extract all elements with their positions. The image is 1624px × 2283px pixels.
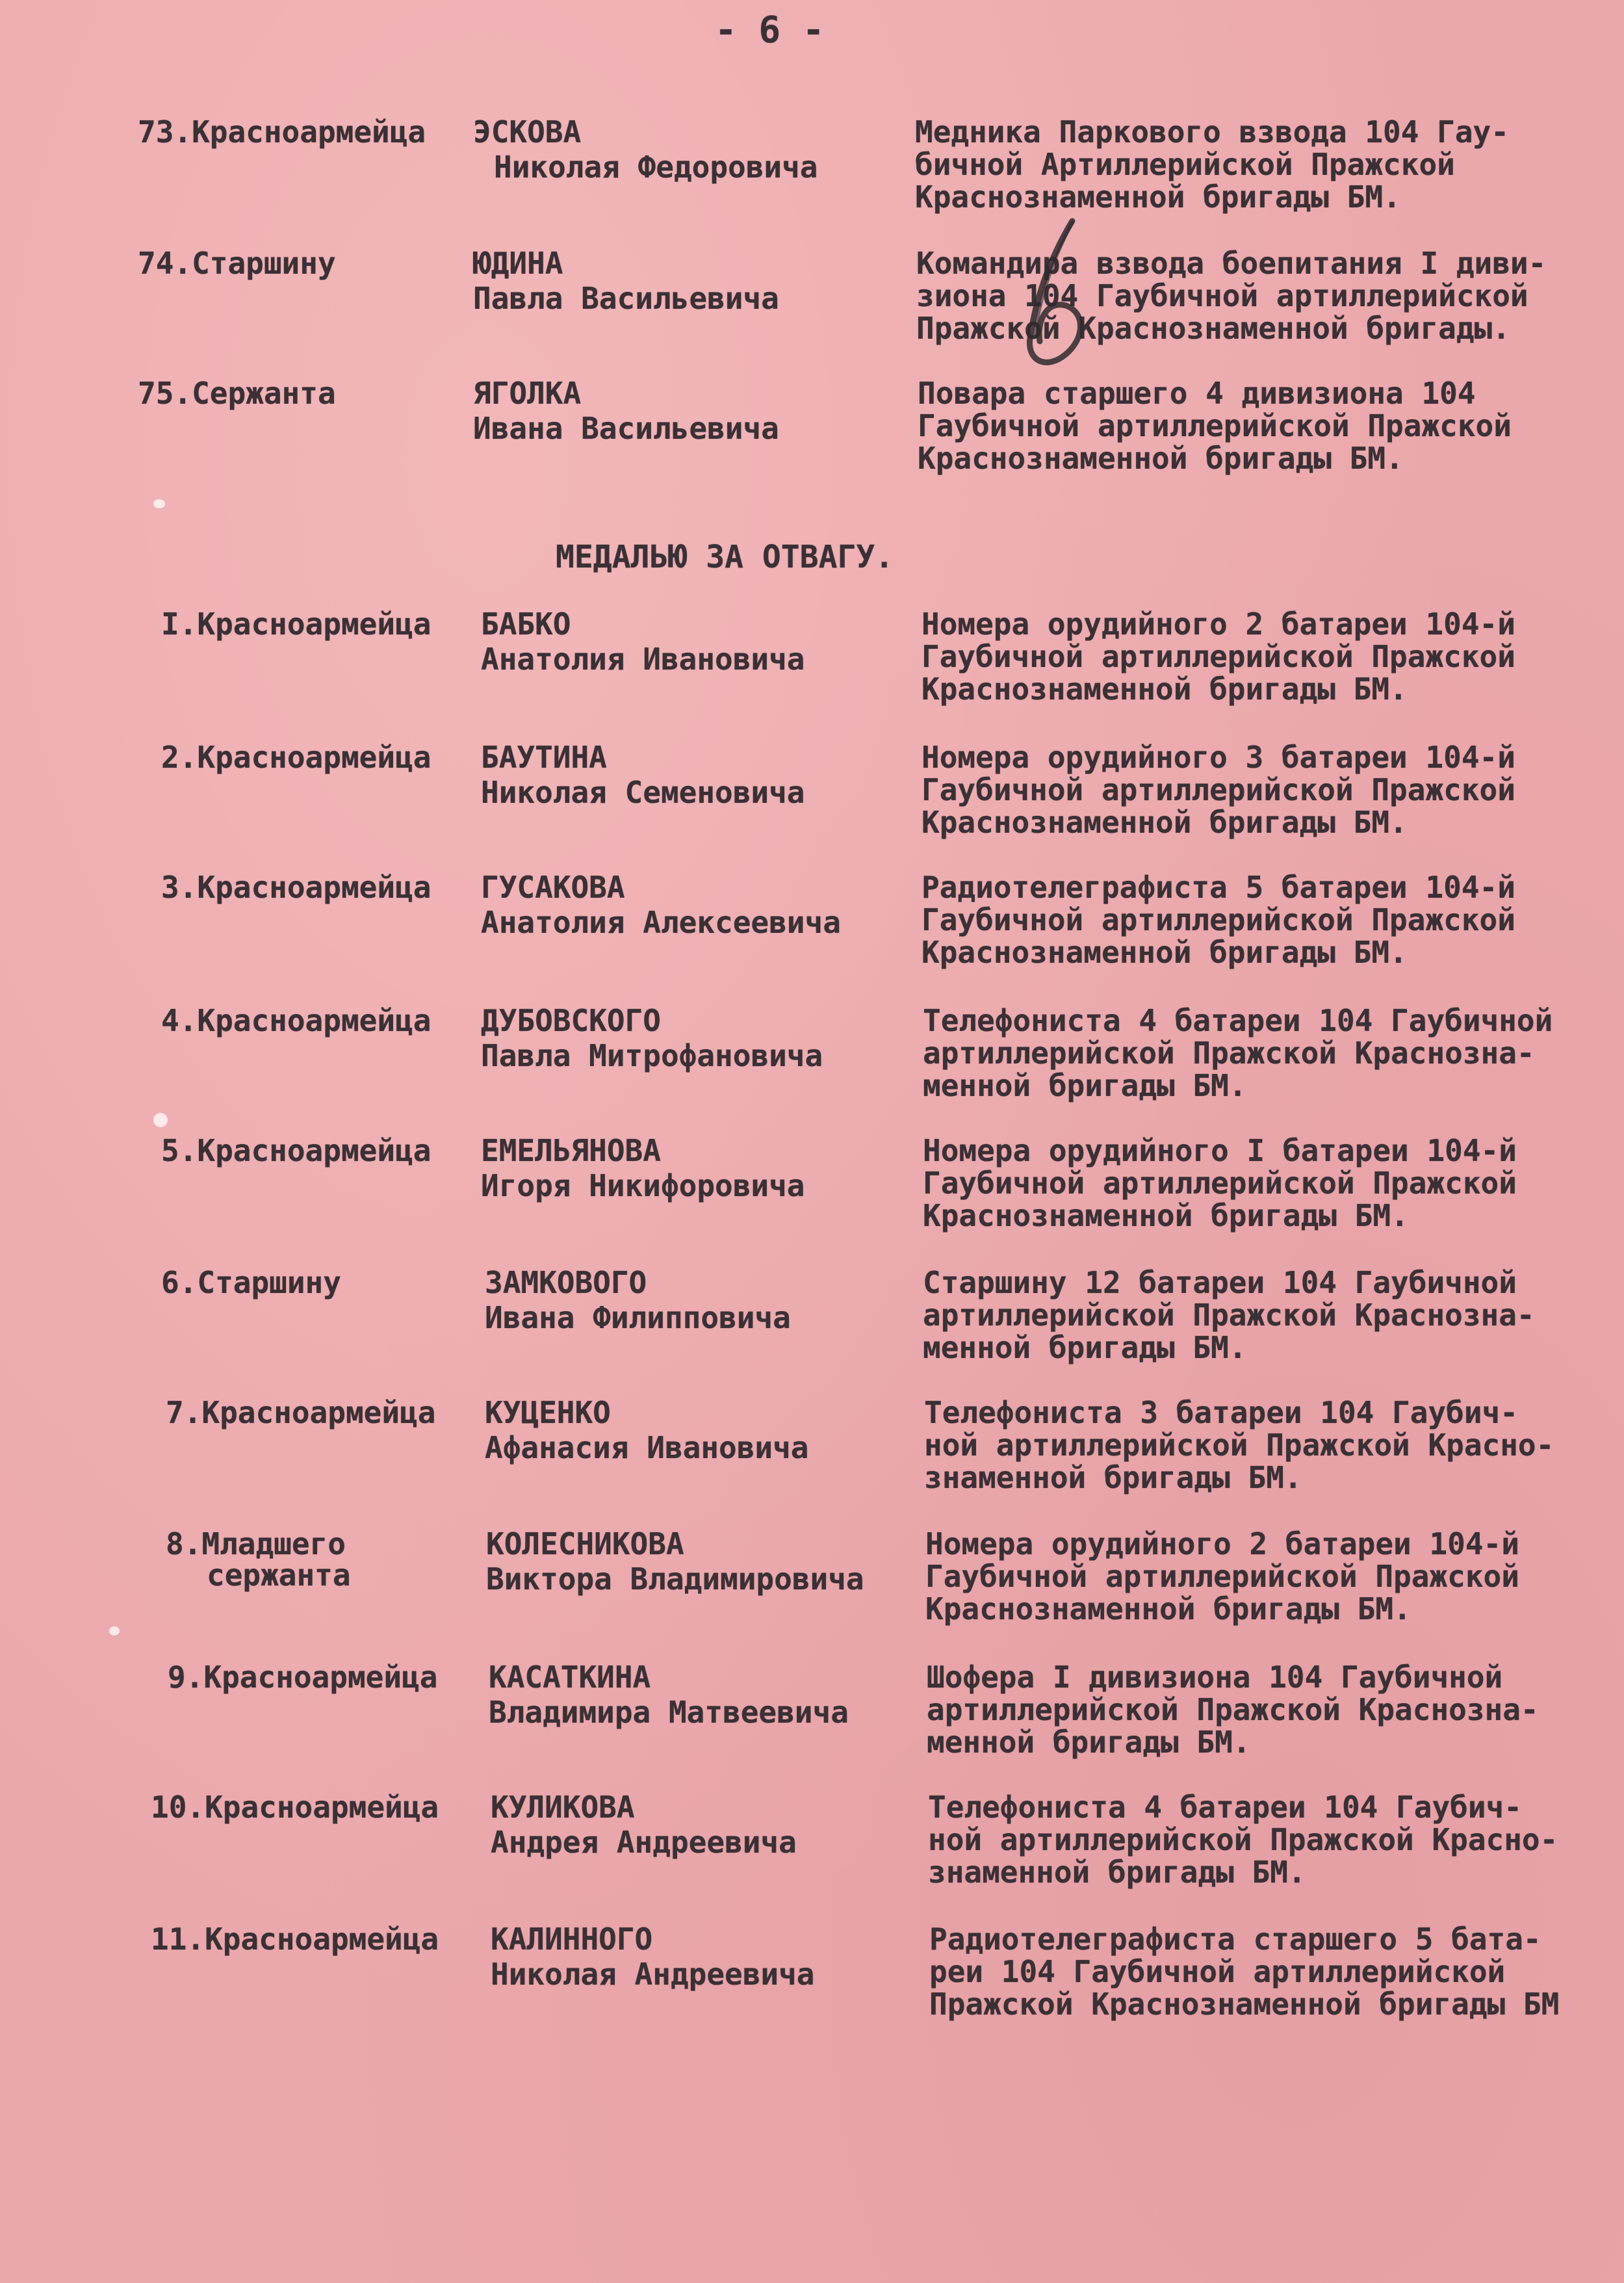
award-entry: [0, 1661, 1624, 1771]
entry-rank: 75.Сержанта: [138, 376, 336, 411]
award-entry: [0, 871, 1624, 982]
entry-desc-line: менной бригады БМ.: [927, 1725, 1251, 1760]
section-heading: МЕДАЛЬЮ ЗА ОТВАГУ.: [556, 539, 894, 575]
award-entry: [0, 1791, 1624, 1901]
award-entry: [0, 608, 1624, 718]
entry-desc-line: артиллерийской Пражской Краснозна-: [927, 1692, 1539, 1727]
paper-spot: [109, 1626, 120, 1636]
entry-rank: 4.Красноармейца: [161, 1003, 432, 1038]
entry-given-names: Николая Семеновича: [481, 775, 805, 810]
entry-given-names: Виктора Владимировича: [486, 1561, 864, 1597]
entry-desc-line: Повара старшего 4 дивизиона 104: [918, 376, 1476, 411]
entry-desc-line: Пражской Краснознаменной бригады.: [916, 311, 1510, 346]
entry-desc-line: Радиотелеграфиста 5 батареи 104-й: [922, 870, 1515, 905]
entry-desc-line: Радиотелеграфиста старшего 5 бата-: [929, 1922, 1541, 1957]
entry-desc-line: Гаубичной артиллерийской Пражской: [925, 1559, 1519, 1594]
entry-rank: 9.Красноармейца: [168, 1660, 438, 1695]
entry-rank: I.Красноармейца: [161, 607, 432, 642]
entry-desc-line: Краснознаменной бригады БМ.: [922, 805, 1408, 840]
entry-given-names: Павла Васильевича: [473, 281, 779, 316]
entry-surname: ЮДИНА: [473, 246, 563, 281]
entry-given-names: Ивана Филипповича: [485, 1300, 791, 1335]
entry-surname: БАУТИНА: [481, 740, 607, 775]
entry-surname: КУЛИКОВА: [491, 1790, 635, 1825]
entry-desc-line: Гаубичной артиллерийской Пражской: [922, 639, 1515, 674]
award-entry: [0, 1396, 1624, 1507]
entry-rank: 6.Старшину: [161, 1265, 341, 1300]
paper-spot: [153, 1113, 168, 1127]
entry-surname: ДУБОВСКОГО: [481, 1003, 661, 1038]
award-entry: [0, 1923, 1624, 2033]
award-entry: [0, 1134, 1624, 1245]
entry-desc-line: ной артиллерийской Пражской Красно-: [924, 1428, 1554, 1463]
entry-given-names: Анатолия Алексеевича: [481, 905, 841, 940]
entry-surname: БАБКО: [481, 607, 571, 642]
entry-given-names: Павла Митрофановича: [481, 1038, 823, 1073]
entry-surname: ЭСКОВА: [473, 114, 582, 150]
entry-desc-line: артиллерийской Пражской Краснозна-: [923, 1036, 1535, 1071]
entry-desc-line: Медника Паркового взвода 104 Гау-: [915, 114, 1509, 150]
entry-desc-line: менной бригады БМ.: [923, 1330, 1247, 1365]
entry-desc-line: зиона 104 Гаубичной артиллерийской: [916, 278, 1528, 313]
entry-rank: 73.Красноармейца: [138, 114, 426, 150]
entry-desc-line: бичной Артиллерийской Пражской: [915, 147, 1455, 182]
entry-desc-line: Номера орудийного 3 батареи 104-й: [922, 740, 1515, 775]
entry-desc-line: Краснознаменной бригады БМ.: [925, 1591, 1411, 1626]
entry-desc-line: реи 104 Гаубичной артиллерийской: [929, 1954, 1506, 1989]
entry-desc-line: Краснознаменной бригады БМ.: [923, 1198, 1409, 1233]
entry-desc-line: Телефониста 3 батареи 104 Гаубич-: [924, 1395, 1518, 1430]
entry-rank: 74.Старшину: [138, 246, 336, 281]
entry-rank: 11.Красноармейца: [151, 1922, 439, 1957]
entry-given-names: Николая Андреевича: [491, 1957, 815, 1992]
entry-rank: 10.Красноармейца: [151, 1790, 439, 1825]
entry-surname: КУЦЕНКО: [485, 1395, 611, 1430]
entry-surname: КАСАТКИНА: [489, 1660, 651, 1695]
entry-given-names: Анатолия Ивановича: [481, 642, 805, 677]
entry-surname: КАЛИННОГО: [491, 1922, 653, 1957]
award-entry: [0, 247, 1624, 358]
entry-desc-line: Номера орудийного 2 батареи 104-й: [925, 1526, 1519, 1561]
entry-desc-line: Шофера I дивизиона 104 Гаубичной: [927, 1660, 1503, 1695]
entry-desc-line: Гаубичной артиллерийской Пражской: [918, 408, 1512, 443]
entry-desc-line: Краснознаменной бригады БМ.: [922, 672, 1408, 707]
entry-desc-line: знаменной бригады БМ.: [924, 1460, 1302, 1495]
entry-desc-line: артиллерийской Пражской Краснозна-: [923, 1298, 1535, 1333]
entry-desc-line: Номера орудийного I батареи 104-й: [923, 1133, 1517, 1168]
entry-given-names: Николая Федоровича: [494, 150, 818, 185]
entry-desc-line: Гаубичной артиллерийской Пражской: [922, 772, 1515, 807]
entry-desc-line: Краснознаменной бригады БМ.: [918, 441, 1404, 476]
entry-given-names: Ивана Васильевича: [473, 411, 779, 446]
entry-desc-line: Краснознаменной бригады БМ.: [922, 935, 1408, 970]
entry-surname: ЕМЕЛЬЯНОВА: [481, 1133, 661, 1168]
entry-rank-continued: сержанта: [207, 1558, 351, 1593]
entry-desc-line: Телефониста 4 батареи 104 Гаубичной: [923, 1003, 1553, 1038]
award-entry: [0, 1266, 1624, 1377]
entry-surname: ЗАМКОВОГО: [485, 1265, 647, 1300]
entry-desc-line: знаменной бригады БМ.: [928, 1855, 1306, 1890]
entry-desc-line: Гаубичной артиллерийской Пражской: [923, 1166, 1517, 1201]
entry-given-names: Владимира Матвеевича: [489, 1695, 849, 1730]
entry-surname: ЯГОЛКА: [473, 376, 582, 411]
award-entry: [0, 116, 1624, 226]
award-entry: [0, 1004, 1624, 1115]
entry-rank: 5.Красноармейца: [161, 1133, 432, 1168]
award-entry: [0, 741, 1624, 852]
entry-desc-line: Пражской Краснознаменной бригады БМ: [929, 1987, 1560, 2022]
entry-given-names: Игоря Никифоровича: [481, 1168, 805, 1203]
entry-desc-line: Командира взвода боепитания I диви-: [916, 246, 1547, 281]
entry-given-names: Андрея Андреевича: [491, 1825, 797, 1860]
entry-surname: КОЛЕСНИКОВА: [486, 1526, 684, 1561]
pencil-mark-icon: [975, 215, 1131, 384]
entry-rank: 2.Красноармейца: [161, 740, 432, 775]
paper-spot: [153, 499, 165, 508]
entry-desc-line: ной артиллерийской Пражской Красно-: [928, 1822, 1558, 1857]
award-entry: [0, 377, 1624, 488]
entry-desc-line: менной бригады БМ.: [923, 1068, 1247, 1103]
entry-desc-line: Старшину 12 батареи 104 Гаубичной: [923, 1265, 1517, 1300]
entry-desc-line: Телефониста 4 батареи 104 Гаубич-: [928, 1790, 1522, 1825]
entry-desc-line: Номера орудийного 2 батареи 104-й: [922, 607, 1515, 642]
award-entry: [0, 1528, 1624, 1638]
page-number: - 6 -: [715, 9, 825, 51]
entry-surname: ГУСАКОВА: [481, 870, 625, 905]
entry-rank: 7.Красноармейца: [166, 1395, 436, 1430]
entry-rank: 3.Красноармейца: [161, 870, 432, 905]
entry-desc-line: Гаубичной артиллерийской Пражской: [922, 902, 1515, 937]
entry-desc-line: Краснознаменной бригады БМ.: [915, 179, 1401, 215]
entry-given-names: Афанасия Ивановича: [485, 1430, 809, 1465]
entry-rank: 8.Младшего: [166, 1526, 346, 1561]
